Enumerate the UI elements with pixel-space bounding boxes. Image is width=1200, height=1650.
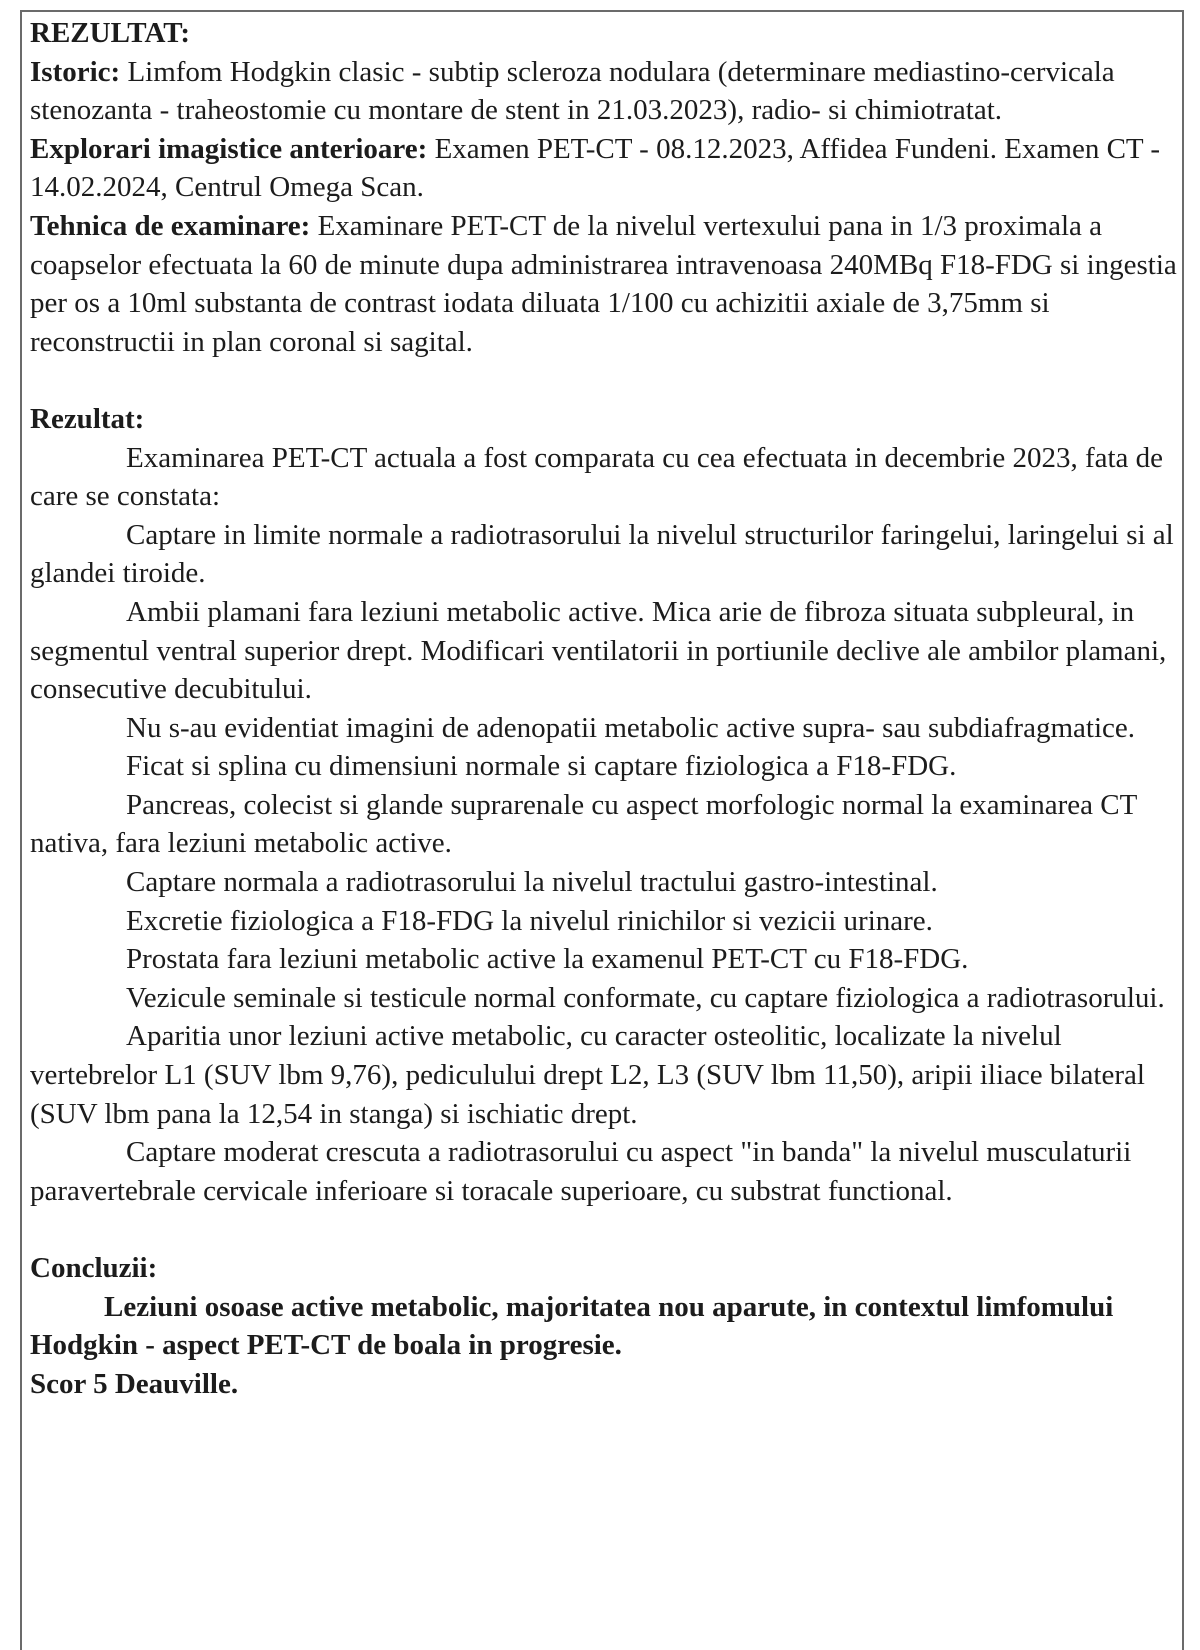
rezultat-label: Rezultat: xyxy=(30,402,145,435)
spacer xyxy=(30,1210,1180,1249)
rezultat-paragraph: Captare normala a radiotrasorului la nivelul tractului gastro-intestinal. xyxy=(126,866,938,899)
deauville-score: Scor 5 Deauville. xyxy=(30,1367,239,1400)
explorari-text: Examen PET-CT - 08.12.2023, Affidea Fundeni. Examen CT - 14.02.2024, Centrul Omega Scan. xyxy=(30,132,1161,204)
rezultat-paragraph: Nu s-au evidentiat imagini de adenopatii metabolic active supra- sau subdiafragmatice. xyxy=(126,711,1135,744)
report-body xyxy=(30,14,1180,1403)
concluzii-label: Concluzii: xyxy=(30,1252,158,1284)
explorari-section xyxy=(30,130,1180,207)
tehnica-label: Tehnica de examinare: xyxy=(30,209,311,242)
rezultat-paragraph: Excretie fiziologica a F18-FDG la nivelul rinichilor si vezicii urinare. xyxy=(126,904,933,937)
rezultat-paragraph: Aparitia unor leziuni active metabolic, cu caracter osteolitic, localizate la nivelul vertebrelor L1 (SUV lbm 9,76), pediculului drept L2, L3 (SUV lbm 11,50), aripii iliace bilateral (SUV lbm pana la 12,54 in stanga) si ischiatic drept. xyxy=(30,1020,1145,1130)
tehnica-section xyxy=(30,207,1180,361)
istoric-label: Istoric: xyxy=(30,55,121,88)
rezultat-paragraph: Ficat si splina cu dimensiuni normale si captare fiziologica a F18-FDG. xyxy=(126,750,957,783)
rezultat-paragraph: Prostata fara leziuni metabolic active la examenul PET-CT cu F18-FDG. xyxy=(126,943,969,976)
rezultat-paragraph: Captare moderat crescuta a radiotrasorului cu aspect "in banda" la nivelul musculaturii paravertebrale cervicale inferioare si toracale superioare, cu substrat functional. xyxy=(30,1136,1132,1207)
rezultat-paragraph: Examinarea PET-CT actuala a fost comparata cu cea efectuata in decembrie 2023, fata de care se constata: xyxy=(30,441,1164,513)
rezultat-paragraph: Ambii plamani fara leziuni metabolic active. Mica arie de fibroza situata subpleural, in segmentul ventral superior drept. Modificari ventilatorii in portiunile declive ale ambilor plamani, consecutive decubitului. xyxy=(30,595,1167,706)
tehnica-text: Examinare PET-CT de la nivelul vertexului pana in 1/3 proximala a coapselor efectuata la 60 de minute dupa administrarea intravenoasa 240MBq F18-FDG si ingestia per os a 10ml substanta de contrast iodata diluata 1/100 cu achizitii axiale de 3,75mm si reconstructii in plan coronal si sagital. xyxy=(30,209,1177,358)
spacer xyxy=(30,361,1180,400)
rezultat-paragraph: Captare in limite normale a radiotrasorului la nivelul structurilor faringelui, laringelui si al glandei tiroide. xyxy=(30,518,1174,590)
concluzii-text: Leziuni osoase active metabolic, majoritatea nou aparute, in contextul limfomului Hodgkin - aspect PET-CT de boala in progresie. xyxy=(30,1290,1114,1362)
rezultat-paragraph: Vezicule seminale si testicule normal conformate, cu captare fiziologica a radiotrasorului. xyxy=(126,981,1165,1014)
rezultat-paragraph: Pancreas, colecist si glande suprarenale cu aspect morfologic normal la examinarea CT nativa, fara leziuni metabolic active. xyxy=(30,788,1137,860)
report-header-label: REZULTAT: xyxy=(30,17,191,49)
istoric-text: Limfom Hodgkin clasic - subtip scleroza nodulara (determinare mediastino-cervicala stenozanta - traheostomie cu montare de stent in 21.03.2023), radio- si chimiotratat. xyxy=(30,55,1115,127)
istoric-section xyxy=(30,53,1180,130)
explorari-label: Explorari imagistice anterioare: xyxy=(30,132,428,165)
